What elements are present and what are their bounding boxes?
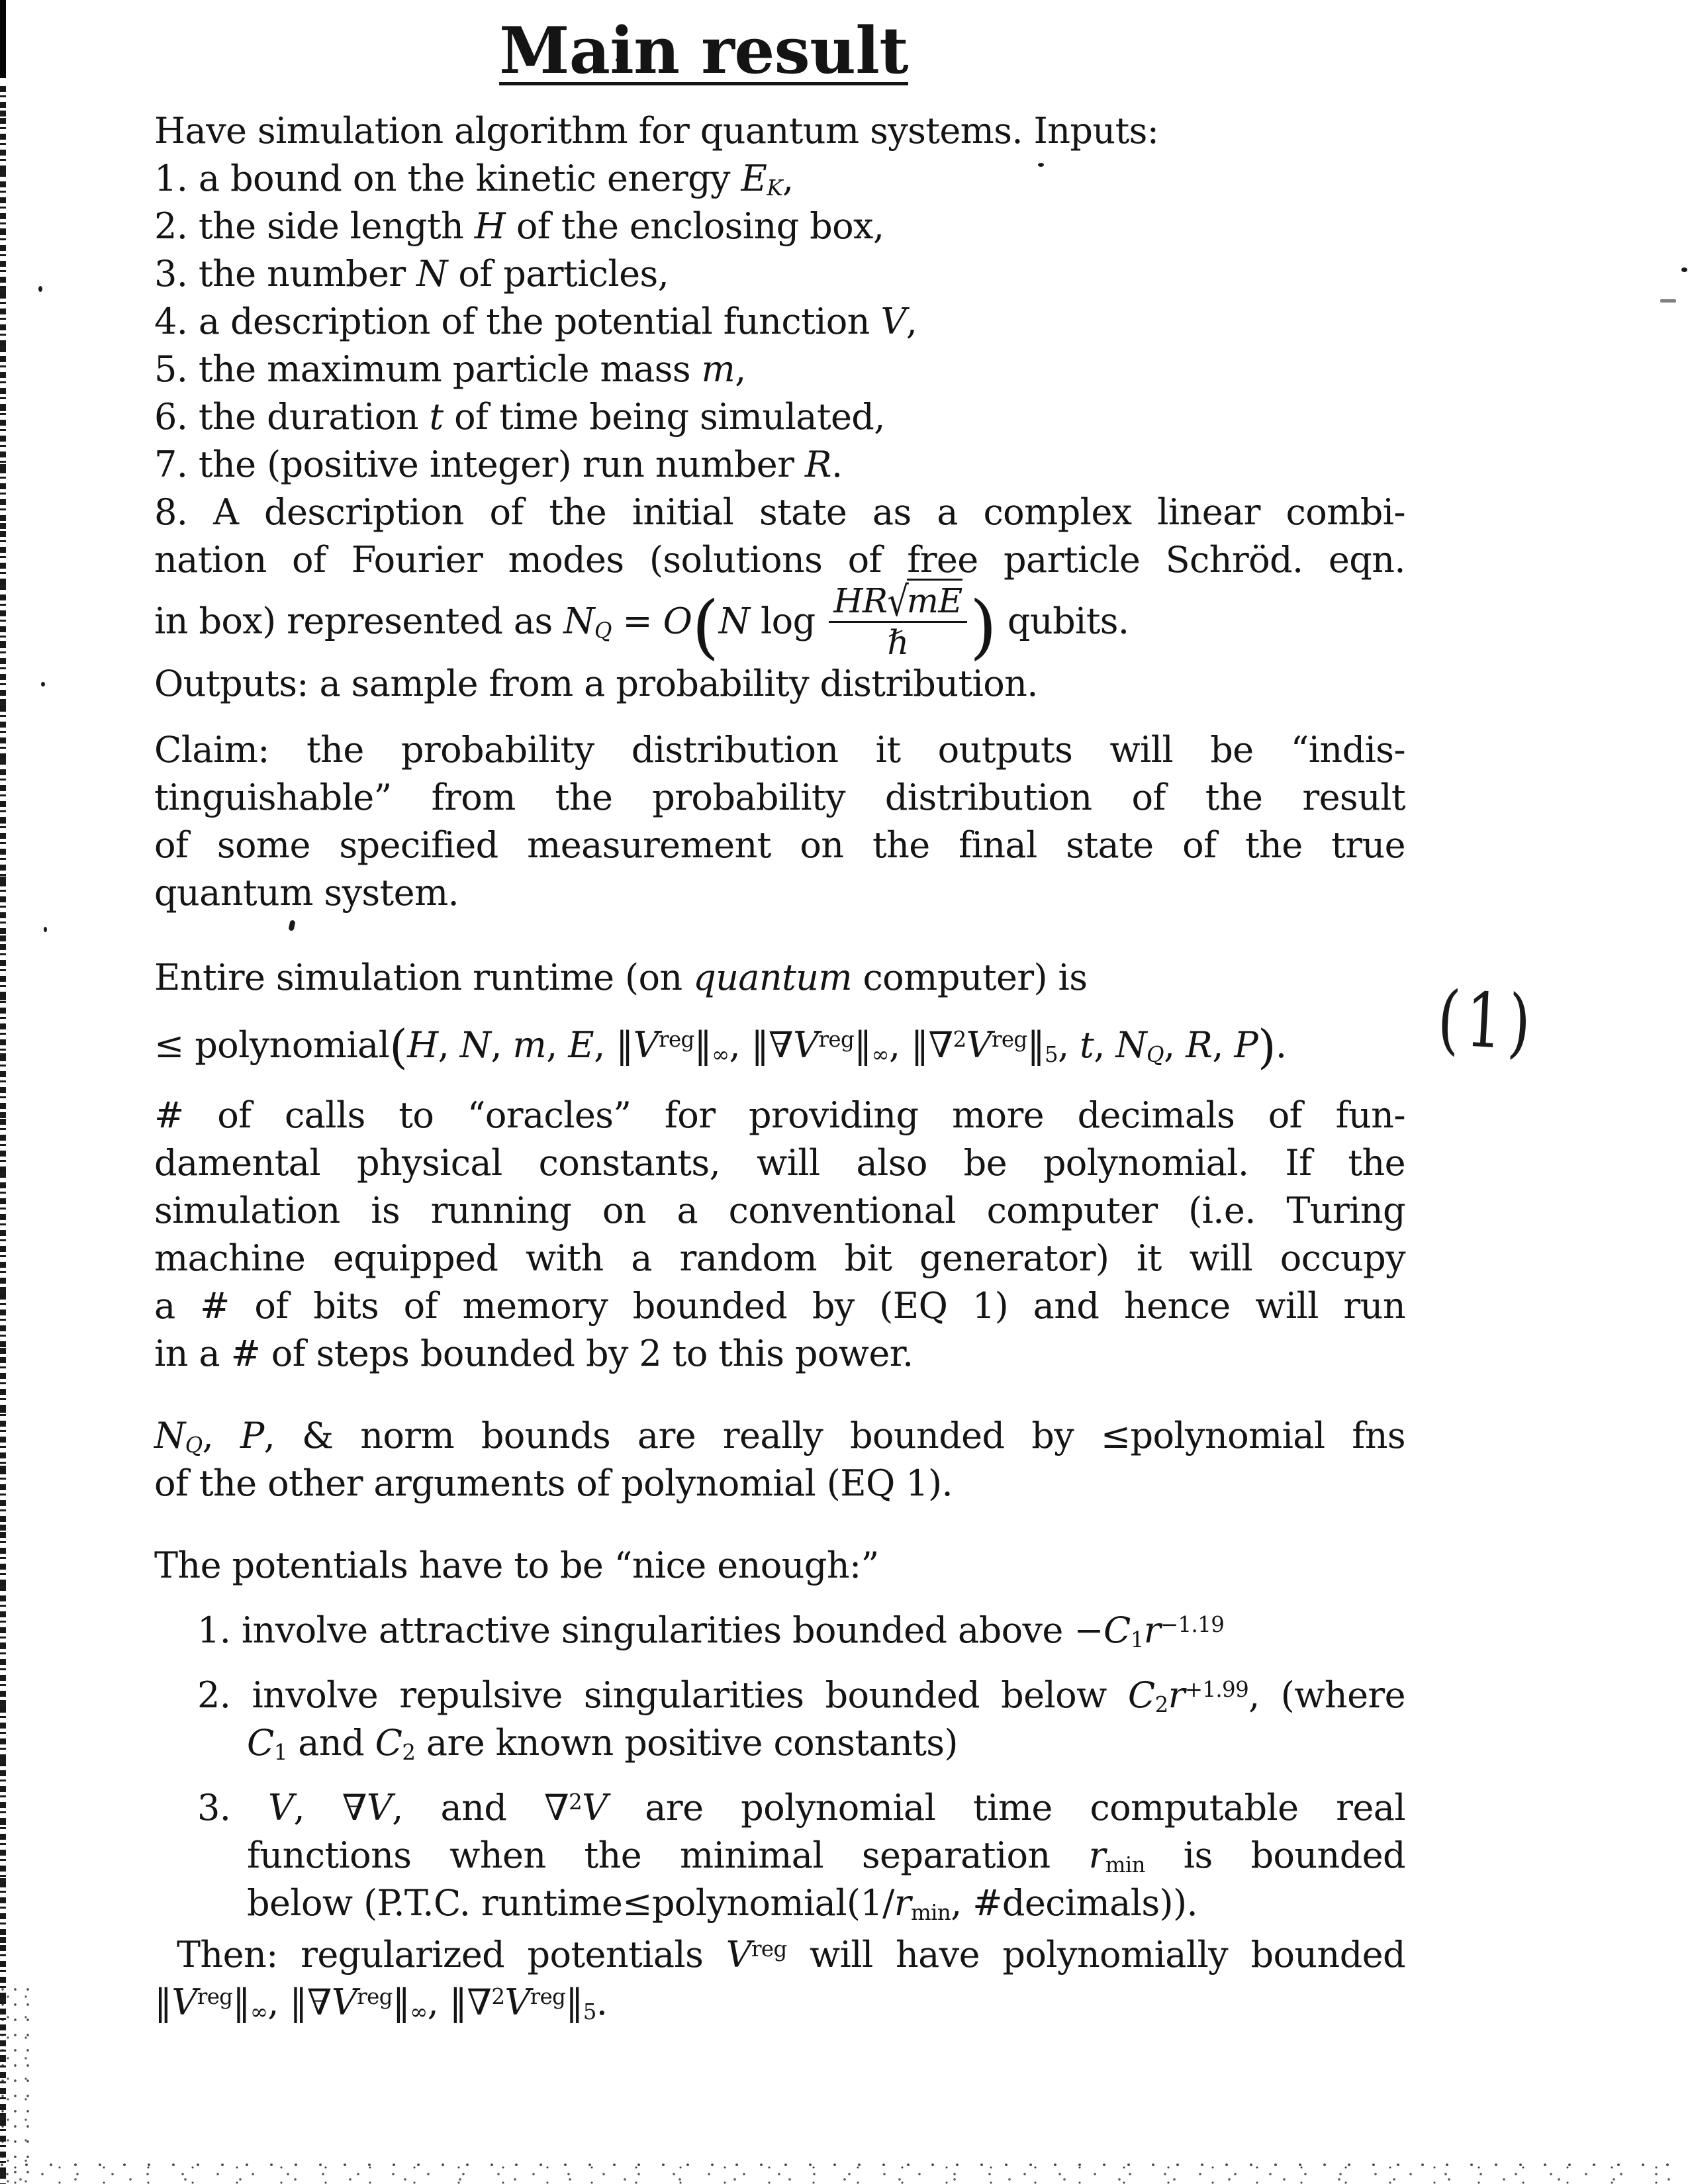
text-run: .	[596, 1981, 608, 2023]
nice-condition-1	[197, 1607, 1405, 1654]
text-run: of particles,	[447, 253, 669, 295]
text-run: ‖	[154, 1981, 172, 2023]
text-run: reg	[530, 1983, 566, 2009]
text-run: r	[1168, 1674, 1185, 1716]
text-run: −1.19	[1160, 1611, 1225, 1637]
text-line	[154, 203, 1405, 250]
text-run: V	[582, 1786, 608, 1828]
text-run: mE	[907, 579, 962, 620]
text-run: ‖	[854, 1023, 872, 1066]
text-run: .	[1275, 1023, 1287, 1066]
text-line	[154, 660, 1405, 708]
text-run: ∇	[928, 1023, 953, 1066]
text-line: $‖V^{reg}‖_\infty$, $‖\nabla V^{reg}‖_\infty$, $‖\nabla^2V^{reg}‖_5$.	[154, 1981, 608, 2024]
text-run: +1.99	[1184, 1676, 1249, 1702]
text-run: P	[240, 1414, 264, 1456]
text-run: simulation is running on a conventional computer (i.e. Turing	[154, 1189, 1405, 1231]
text-line	[154, 1092, 1405, 1139]
nice-condition-2	[197, 1672, 1405, 1767]
text-run: =	[611, 600, 663, 642]
text-run: Then: regularized potentials	[177, 1933, 726, 1975]
inputs-list	[154, 155, 1405, 667]
text-column	[154, 12, 1405, 2026]
text-run: Q	[594, 618, 612, 643]
inputs-item-4	[154, 298, 1405, 346]
text-line	[154, 954, 1405, 1002]
text-run: qubits.	[996, 600, 1129, 642]
text-line	[154, 1931, 1405, 1979]
text-run: V	[268, 1786, 294, 1828]
scan-corner-noise	[0, 1985, 34, 2184]
text-run: t	[429, 396, 444, 438]
bounds-note-paragraph	[154, 1412, 1405, 1507]
text-run: of time being simulated,	[443, 396, 885, 438]
potentials-intro-paragraph	[154, 1542, 1405, 1590]
text-run: are known positive constants)	[415, 1721, 958, 1764]
nice-conditions-list	[154, 1607, 1405, 1927]
text-run: of the other arguments of polynomial (EQ 1).	[154, 1462, 953, 1504]
text-run: 1. a bound on the kinetic energy	[154, 158, 741, 199]
text-line	[154, 1187, 1405, 1235]
text-line	[154, 393, 1405, 441]
text-run: Outputs: a sample from a probability distribution.	[154, 662, 1038, 704]
text-line	[197, 1832, 1405, 1879]
text-run: )	[1258, 1020, 1276, 1074]
text-run: quantum system.	[154, 871, 459, 914]
text-run: 2	[953, 1026, 966, 1052]
text-line	[154, 250, 1405, 298]
text-run: (	[389, 1020, 408, 1074]
text-run: ,	[267, 1981, 290, 2023]
text-run: ∞	[250, 1999, 268, 2024]
text-run: N	[563, 600, 594, 642]
text-run: V	[726, 1933, 751, 1975]
text-run: The potentials have to be “nice enough:”	[154, 1544, 879, 1586]
text-line	[154, 1330, 1405, 1378]
inputs-item-5	[154, 346, 1405, 393]
text-run: ,	[438, 1023, 460, 1066]
text-run: min	[910, 1899, 951, 1925]
text-run: V	[966, 1023, 992, 1066]
text-line	[154, 155, 1405, 203]
text-run: 1. involve attractive singularities bounded above −	[197, 1609, 1103, 1651]
text-run: 7. the (positive integer) run number	[154, 444, 805, 485]
text-run: ‖	[392, 1981, 410, 2023]
text-run: O	[663, 600, 692, 642]
text-run: V	[331, 1981, 357, 2023]
text-run: 2	[402, 1739, 416, 1765]
text-line	[197, 1719, 1405, 1767]
runtime-equation	[154, 1020, 1405, 1074]
text-run: computer) is	[851, 956, 1088, 998]
text-run: K	[767, 175, 782, 201]
text-run: ‖	[289, 1981, 307, 2023]
text-run: 3.	[197, 1786, 269, 1828]
text-run: C	[375, 1721, 402, 1764]
text-run: H	[474, 205, 506, 247]
text-line	[154, 298, 1405, 346]
text-run: ,	[594, 1023, 616, 1066]
text-run: m	[512, 1023, 547, 1066]
text-run: ∞	[410, 1999, 428, 2024]
text-run: N	[154, 1414, 185, 1456]
text-run: N	[416, 253, 447, 295]
text-run: ‖	[1027, 1023, 1045, 1066]
text-run: ,	[546, 1023, 569, 1066]
text-run: E	[741, 158, 767, 199]
text-run: is bounded	[1145, 1834, 1405, 1876]
text-run: 2. involve repulsive singularities bounded below	[197, 1674, 1128, 1716]
claim-paragraph	[154, 726, 1405, 917]
text-run: Q	[1147, 1041, 1164, 1067]
text-run: r	[1143, 1609, 1160, 1651]
text-run: C	[1103, 1609, 1131, 1651]
text-run: ‖	[449, 1981, 467, 2023]
scan-noise-band	[0, 2161, 1688, 2184]
text-run: in a # of steps bounded by 2 to this power.	[154, 1332, 914, 1374]
text-run: ,	[782, 158, 794, 199]
text-line	[154, 726, 1405, 774]
text-run: reg	[751, 1936, 787, 1962]
text-run: 2	[569, 1789, 583, 1815]
text-run: reg	[357, 1983, 393, 2009]
text-run: , (where	[1248, 1674, 1405, 1716]
text-run: 5	[583, 1999, 596, 2024]
text-run: V	[880, 301, 906, 342]
text-line	[154, 774, 1405, 822]
text-run: N	[1115, 1023, 1147, 1066]
text-run: 1	[273, 1739, 287, 1765]
oracles-paragraph	[154, 1092, 1405, 1378]
text-run: # of calls to “oracles” for providing more decimals of fun-	[154, 1094, 1405, 1136]
text-run: r	[894, 1881, 911, 1924]
text-run: 5	[1044, 1041, 1058, 1067]
text-run: HR	[833, 581, 888, 620]
text-line	[197, 1607, 1405, 1654]
text-run: ,	[906, 301, 917, 342]
text-run: ∞	[871, 1041, 889, 1067]
text-run: of the enclosing box,	[505, 205, 884, 247]
text-run: nation of Fourier modes (solutions of free particle Schröd. eqn.	[154, 539, 1405, 581]
text-run: ,	[491, 1023, 513, 1066]
text-run: H	[407, 1023, 438, 1066]
text-run: C	[1127, 1674, 1155, 1716]
text-run: ‖	[751, 1023, 769, 1066]
text-run: , #decimals)).	[951, 1881, 1198, 1924]
text-run: a # of bits of memory bounded by (EQ 1) and hence will run	[154, 1284, 1405, 1327]
text-line	[154, 441, 1405, 489]
text-run: ‖	[911, 1023, 929, 1066]
text-run: Entire simulation runtime (on	[154, 956, 694, 998]
scan-edge-artifact-top	[0, 0, 6, 78]
text-line	[197, 1672, 1405, 1719]
text-run: reg	[659, 1026, 694, 1052]
text-run: E	[568, 1023, 594, 1066]
inputs-item-6	[154, 393, 1405, 441]
text-run: tinguishable” from the probability distribution of the result	[154, 776, 1405, 818]
text-run: N	[718, 600, 750, 642]
text-run: damental physical constants, will also be polynomial. If the	[154, 1141, 1405, 1184]
fraction: $\frac{HR√mE}{\text{ℏ}}$	[829, 584, 967, 660]
text-run: ,	[427, 1981, 449, 2023]
inputs-item-2	[154, 203, 1405, 250]
text-line	[154, 869, 1405, 917]
text-run: reg	[991, 1026, 1027, 1052]
text-run: ,	[1058, 1023, 1080, 1066]
text-run: ,	[735, 348, 746, 390]
text-run: reg	[818, 1026, 855, 1052]
text-line	[154, 1542, 1405, 1590]
text-run: (	[692, 585, 719, 667]
text-line: 3. V, ∇V, and ∇$^2$V are polynomial time computable real	[197, 1786, 1405, 1828]
inputs-item-3	[154, 250, 1405, 298]
intro-paragraph	[154, 107, 1405, 155]
inputs-item-8	[154, 489, 1405, 667]
text-run: quantum	[693, 956, 852, 998]
text-run: min	[1105, 1852, 1145, 1877]
text-line	[154, 822, 1405, 869]
text-run: ‖	[616, 1023, 633, 1066]
text-line	[154, 1282, 1405, 1330]
text-run: 6. the duration	[154, 396, 430, 438]
text-run: ,	[729, 1023, 751, 1066]
nice-condition-3	[197, 1784, 1405, 1927]
text-run: Claim: the probability distribution it outputs will be “indis-	[154, 728, 1405, 771]
text-run: Q	[185, 1432, 203, 1458]
text-run: ,	[1212, 1023, 1235, 1066]
text-run: ∞	[712, 1041, 729, 1067]
text-run: 2. the side length	[154, 205, 475, 247]
text-run: V	[633, 1023, 659, 1066]
text-run: m	[701, 348, 735, 390]
text-run: r	[1088, 1834, 1105, 1876]
text-run: of some specified measurement on the final state of the true	[154, 824, 1405, 866]
scan-speck	[1660, 299, 1676, 303]
text-run: , and	[392, 1786, 545, 1828]
text-run: N	[459, 1023, 491, 1066]
text-run: 2	[491, 1983, 505, 2009]
text-run: V	[171, 1981, 197, 2023]
text-run: will have polynomially bounded	[786, 1933, 1405, 1975]
text-line	[154, 1460, 1405, 1507]
text-run: R	[804, 444, 831, 485]
runtime-intro-paragraph	[154, 954, 1405, 1002]
text-run: 3. the number	[154, 253, 417, 295]
text-run: 2	[1154, 1691, 1168, 1717]
inputs-item-1	[154, 155, 1405, 203]
text-run: C	[247, 1721, 274, 1764]
text-line	[154, 577, 1405, 667]
text-run: V	[366, 1786, 393, 1828]
text-run: ‖	[565, 1981, 583, 2023]
text-line: ≤ polynomial(H, N, m, E, $‖V^{reg}‖_\infty$, $‖\nabla V^{reg}‖_\infty$, $‖\nabla^2V^{reg}‖_5$, t, $N_Q$, R, P).	[154, 1020, 1287, 1074]
text-run: ∇	[544, 1786, 569, 1828]
text-run: V	[504, 1981, 530, 2023]
text-run: log	[749, 600, 827, 642]
text-run: ,	[293, 1786, 342, 1828]
text-run: reg	[197, 1983, 233, 2009]
text-line	[154, 346, 1405, 393]
text-line	[154, 489, 1405, 536]
text-run: ∇	[467, 1981, 492, 2023]
text-run: in box) represented as	[154, 600, 564, 642]
text-run: 1	[1130, 1627, 1144, 1652]
text-run: ,	[202, 1414, 240, 1456]
text-run: 5. the maximum particle mass	[154, 348, 702, 390]
text-line	[154, 107, 1405, 155]
text-run: 4. a description of the potential function	[154, 301, 881, 342]
outputs-paragraph	[154, 660, 1405, 708]
text-run: machine equipped with a random bit generator) it will occupy	[154, 1237, 1405, 1279]
text-run: functions when the minimal separation	[247, 1834, 1089, 1876]
text-run: Have simulation algorithm for quantum systems. Inputs:	[154, 110, 1159, 152]
equation-number-annotation: (1)	[1435, 975, 1539, 1068]
scan-speck	[38, 286, 42, 292]
text-run: ≤ polynomial	[154, 1023, 390, 1066]
text-run: ,	[1094, 1023, 1116, 1066]
scan-edge-artifact	[0, 86, 6, 2184]
text-line	[154, 536, 1405, 584]
conclusion-paragraph	[154, 1931, 1405, 2026]
text-run: ,	[1164, 1023, 1186, 1066]
text-run: )	[969, 585, 997, 667]
scan-speck	[44, 927, 47, 932]
text-run: V	[793, 1023, 819, 1066]
text-run: R	[1186, 1023, 1213, 1066]
text-run: 8. A description of the initial state as a complex linear combi-	[154, 491, 1405, 533]
scan-speck	[41, 682, 45, 687]
text-run: .	[831, 444, 843, 485]
text-run: ‖	[232, 1981, 250, 2023]
text-run: below (P.T.C. runtime≤polynomial(1/	[247, 1881, 894, 1924]
page-title: Main result	[499, 13, 908, 88]
text-line	[154, 1139, 1405, 1187]
text-line	[154, 1412, 1405, 1460]
text-run: ‖	[694, 1023, 712, 1066]
text-run: t	[1080, 1023, 1094, 1066]
text-line	[154, 1235, 1405, 1282]
text-run: , & norm bounds are really bounded by ≤polynomial fns	[263, 1414, 1405, 1456]
text-line	[197, 1879, 1405, 1927]
text-run: ,	[888, 1023, 912, 1066]
inputs-item-7	[154, 441, 1405, 489]
text-run: are polynomial time computable real	[607, 1786, 1405, 1828]
text-run: and	[287, 1721, 375, 1764]
text-run: P	[1234, 1023, 1258, 1066]
scan-speck	[1681, 267, 1687, 272]
text-run: ℏ	[887, 622, 909, 662]
